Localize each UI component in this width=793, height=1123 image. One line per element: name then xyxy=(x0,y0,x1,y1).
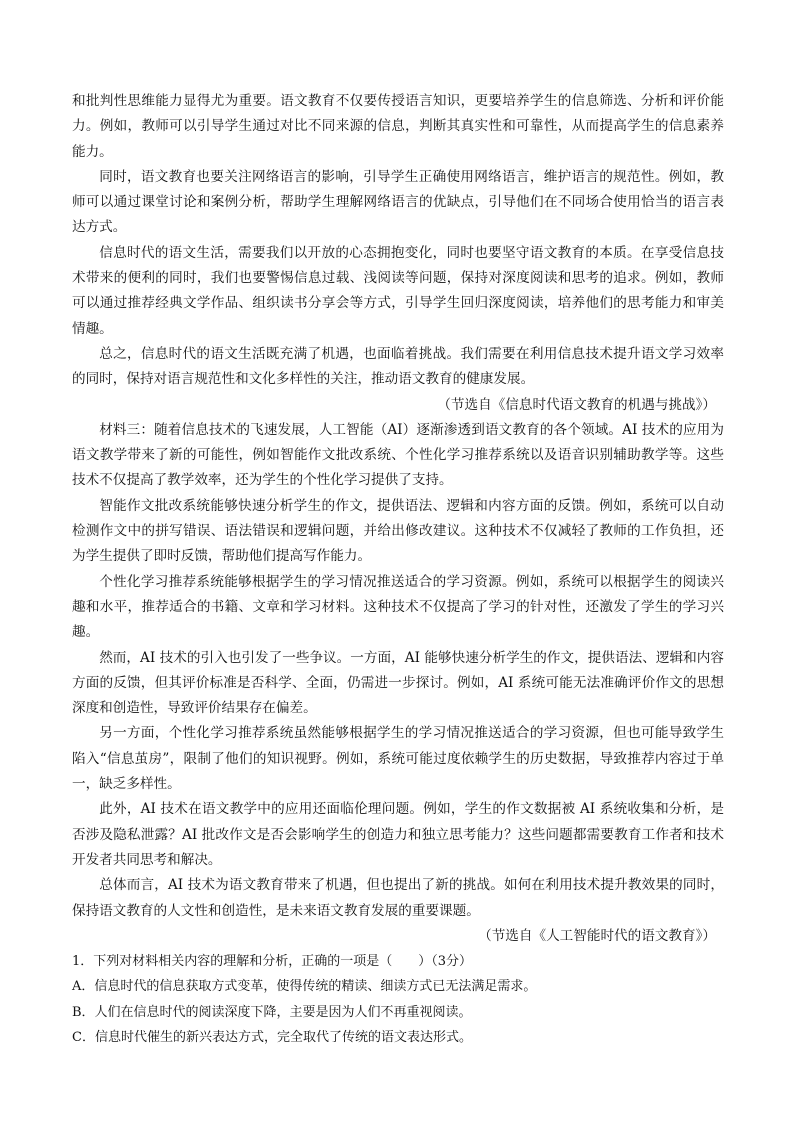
source-citation: （节选自《人工智能时代的语文教育》） xyxy=(478,927,716,944)
paragraph: 信息时代的语文生活，需要我们以开放的心态拥抱变化，同时也要坚守语文教育的本质。在享受信息技术带来的便利的同时，我们也要警惕信息过载、浅阅读等问题，保持对深度阅读和思考的追求。例如，教师可以通过推荐经典文学作品、组织读书分享会等方式，引导学生回归深度阅读，培养他们的思考能力和审美情趣。 xyxy=(72,244,724,337)
question-stem: 1．下列对材料相关内容的理解和分析，正确的一项是（ ）（3分） xyxy=(72,954,473,970)
paragraph: 另一方面，个性化学习推荐系统虽然能够根据学生的学习情况推送适合的学习资源，但也可能导致学生陷入“信息茧房”，限制了他们的知识视野。例如，系统可能过度依赖学生的历史数据，导致推荐内容过于单一，缺乏多样性。 xyxy=(72,725,724,793)
paragraph: 总之，信息时代的语文生活既充满了机遇，也面临着挑战。我们需要在利用信息技术提升语文学习效率的同时，保持对语言规范性和文化多样性的关注，推动语文教育的健康发展。 xyxy=(72,345,724,388)
question-option-c: C．信息时代催生的新兴表达方式，完全取代了传统的语文表达形式。 xyxy=(72,1029,472,1045)
question-option-b: B．人们在信息时代的阅读深度下降，主要是因为人们不再重视阅读。 xyxy=(72,1004,472,1020)
source-citation: （节选自《信息时代语文教育的机遇与挑战》） xyxy=(437,396,716,413)
paragraph: 总体而言，AI 技术为语文教育带来了机遇，但也提出了新的挑战。如何在利用技术提升教效果的同时，保持语文教育的人文性和创造性，是未来语文教育发展的重要课题。 xyxy=(72,877,724,919)
paragraph: 然而，AI 技术的引入也引发了一些争议。一方面，AI 能够快速分析学生的作文，提供语法、逻辑和内容方面的反馈，但其评价标准是否科学、全面，仍需进一步探讨。例如，AI 系统可能无法准确评价作文的思想深度和创造性，导致评价结果存在偏差。 xyxy=(72,649,724,717)
paragraph: 个性化学习推荐系统能够根据学生的学习情况推送适合的学习资源。例如，系统可以根据学生的阅读兴趣和水平，推荐适合的书籍、文章和学习材料。这种技术不仅提高了学习的针对性，还激发了学生的学习兴趣。 xyxy=(72,573,724,641)
paragraph: 材料三：随着信息技术的飞速发展，人工智能（AI）逐渐渗透到语文教育的各个领域。AI 技术的应用为语文教学带来了新的可能性，例如智能作文批改系统、个性化学习推荐系统以及语音识别辅助教学等。这些技术不仅提高了教学效率，还为学生的个性化学习提供了支持。 xyxy=(72,421,724,489)
paragraph: 此外，AI 技术在语文教学中的应用还面临伦理问题。例如，学生的作文数据被 AI 系统收集和分析，是否涉及隐私泄露？AI 批改作文是否会影响学生的创造力和独立思考能力？这些问题都需要教育工作者和技术开发者共同思考和解决。 xyxy=(72,801,724,868)
paragraph: 同时，语文教育也要关注网络语言的影响，引导学生正确使用网络语言，维护语言的规范性。例如，教师可以通过课堂讨论和案例分析，帮助学生理解网络语言的优缺点，引导他们在不同场合使用恰当的语言表达方式。 xyxy=(72,168,724,236)
document-page xyxy=(72,89,724,1050)
paragraph: 和批判性思维能力显得尤为重要。语文教育不仅要传授语言知识，更要培养学生的信息筛选、分析和评价能力。例如，教师可以引导学生通过对比不同来源的信息，判断其真实性和可靠性，从而提高学生的信息素养能力。 xyxy=(72,93,724,160)
paragraph: 智能作文批改系统能够快速分析学生的作文，提供语法、逻辑和内容方面的反馈。例如，系统可以自动检测作文中的拼写错误、语法错误和逻辑问题，并给出修改建议。这种技术不仅减轻了教师的工作负担，还为学生提供了即时反馈，帮助他们提高写作能力。 xyxy=(72,497,724,565)
question-option-a: A．信息时代的信息获取方式变革，使得传统的精读、细读方式已无法满足需求。 xyxy=(72,979,537,995)
